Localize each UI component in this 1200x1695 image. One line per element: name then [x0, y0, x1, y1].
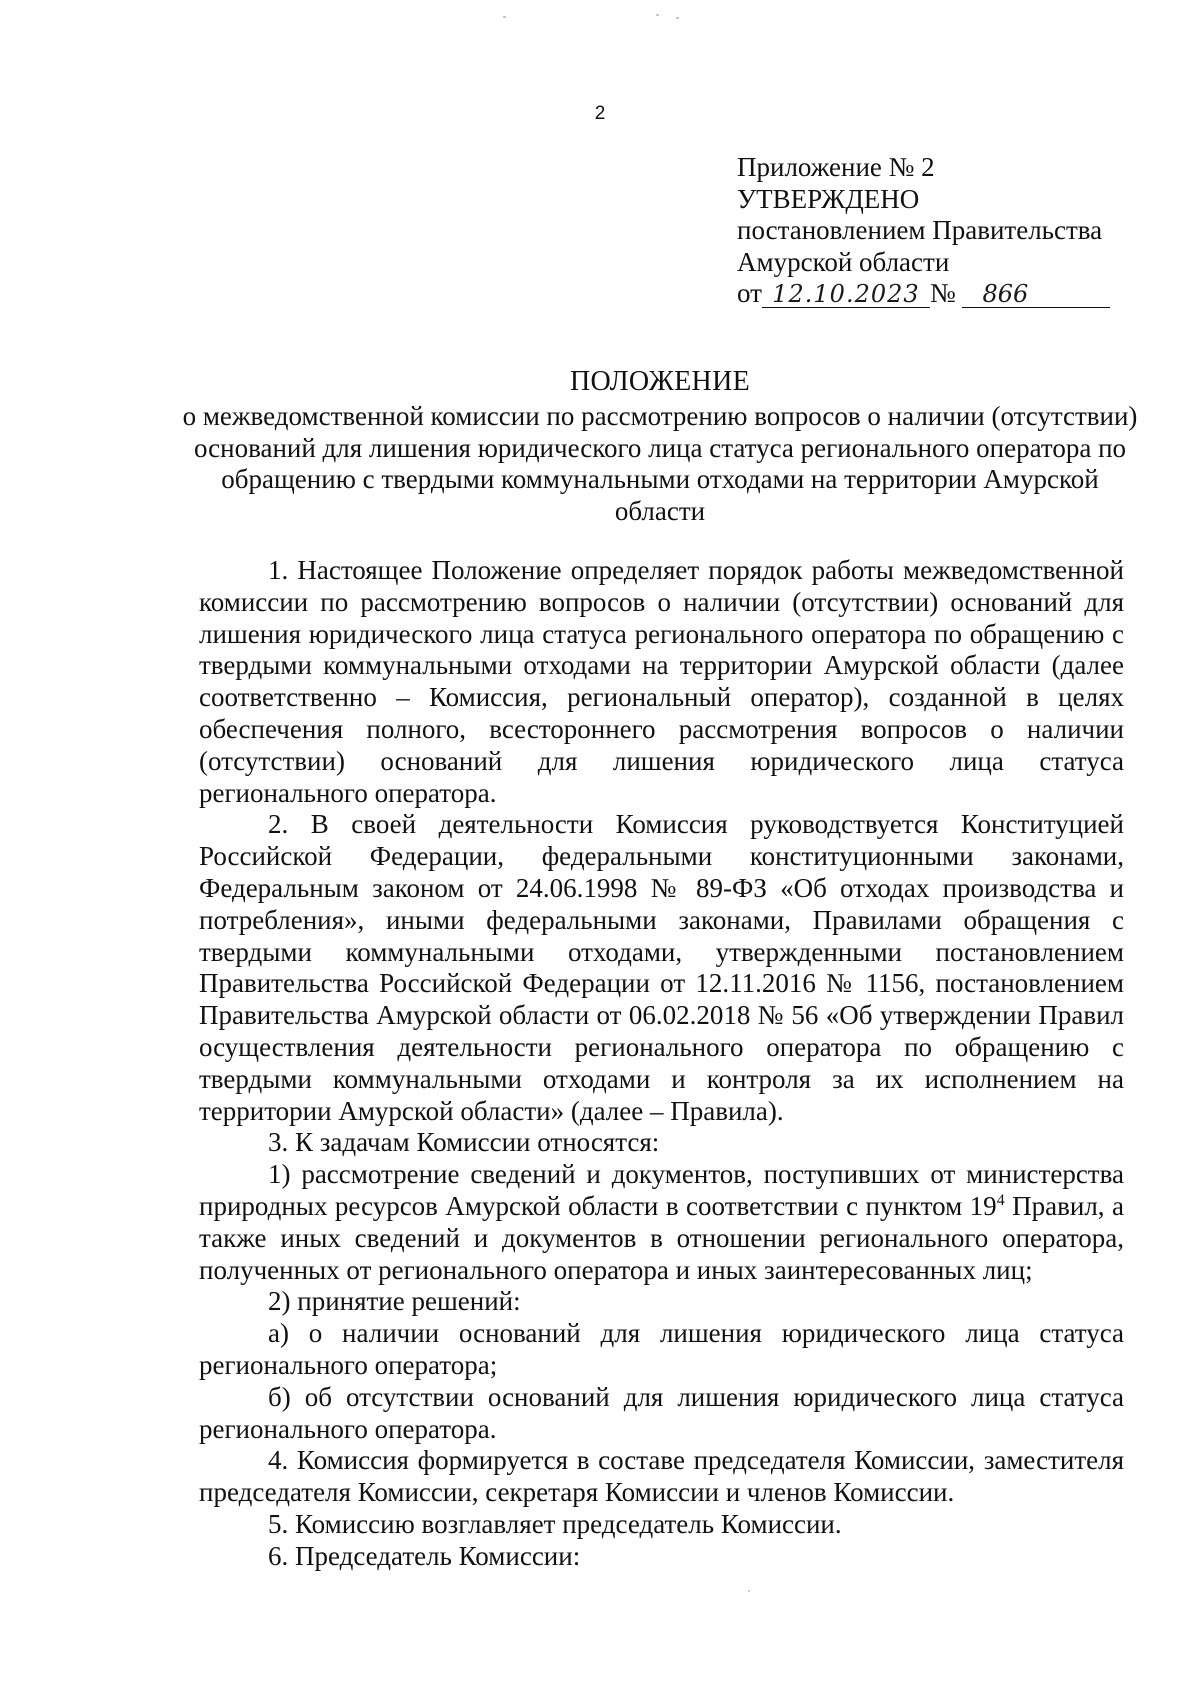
handwritten-number: 866	[962, 281, 1110, 308]
paragraph-5: 5. Комиссию возглавляет председатель Комиссии.	[268, 1508, 842, 1539]
paragraph-3-item-2b: б) об отсутствии оснований для лишения юридического лица статуса регионального оператора.	[199, 1381, 1124, 1444]
item-1-text-start: 1) рассмотрение сведений и документов, поступивших от министерства природных ресурсов Амурской области в соответствии с пунктом 19	[199, 1159, 1124, 1221]
number-label: №	[929, 278, 956, 308]
paragraph-4: 4. Комиссия формируется в составе председателя Комиссии, заместителя председателя Комиссии, секретаря Комиссии и членов Комиссии.	[199, 1445, 1124, 1508]
page-number: 2	[594, 103, 606, 124]
scan-speck	[656, 14, 659, 16]
appendix-number: Приложение № 2	[737, 152, 935, 182]
paragraph-2: 2. В своей деятельности Комиссия руководствуется Конституцией Российской Федерации, федеральными конституционными законами, Федеральным законом от 24.06.1998 № 89-ФЗ «Об отходах производства и потребления», иными федеральными законами, Правилами обращения с твердыми коммунальными отходами, утвержденными постановлением Правительства Российской Федерации от 12.11.2016 № 1156, постановлением Правительства Амурской области от 06.02.2018 № 56 «Об утверждении Правил осуществления деятельности регионального оператора по обращению с твердыми коммунальными отходами и контроля за их исполнением на территории Амурской области» (далее – Правила).	[199, 809, 1124, 1126]
paragraph-6: 6. Председатель Комиссии:	[268, 1540, 581, 1571]
paragraph-3-item-2: 2) принятие решений:	[268, 1286, 521, 1317]
handwritten-date: 12.10.2023	[762, 281, 930, 308]
paragraph-3: 3. К задачам Комиссии относятся:	[268, 1127, 660, 1158]
scan-speck	[748, 1590, 750, 1592]
appendix-approval-block	[737, 152, 1137, 310]
document-subtitle: о межведомственной комиссии по рассмотрению вопросов о наличии (отсутствии) оснований для лишения юридического лица статуса регионального оператора по обращению с твердыми коммунальными отходами на территории Амурской области	[182, 401, 1138, 526]
item-1-text-end: Правил, а также иных сведений и документов в отношении регионального оператора, полученных от регионального оператора и иных заинтересованных лиц;	[199, 1190, 1125, 1285]
date-prefix: от	[737, 278, 762, 308]
scan-speck	[676, 17, 679, 19]
superscript-4: 4	[996, 1191, 1005, 1209]
approval-date-line	[737, 278, 1137, 310]
approval-authority: постановлением Правительства	[737, 215, 1103, 245]
document-title: ПОЛОЖЕНИЕ	[570, 366, 750, 397]
approval-region: Амурской области	[737, 246, 950, 277]
approval-stamp-text: УТВЕРЖДЕНО	[737, 183, 920, 214]
paragraph-1: 1. Настоящее Положение определяет порядок работы межведомственной комиссии по рассмотрению вопросов о наличии (отсутствии) оснований для лишения юридического лица статуса регионального оператора по обращению с твердыми коммунальными отходами на территории Амурской области (далее соответственно – Комиссия, региональный оператор), созданной в целях обеспечения полного, всестороннего рассмотрения вопросов о наличии (отсутствии) оснований для лишения юридического лица статуса регионального оператора.	[199, 555, 1124, 808]
paragraph-3-item-1	[199, 1159, 1124, 1286]
document-body	[199, 555, 1124, 1573]
paragraph-3-item-2a: а) о наличии оснований для лишения юридического лица статуса регионального оператора;	[199, 1318, 1124, 1380]
scan-speck	[503, 16, 506, 18]
